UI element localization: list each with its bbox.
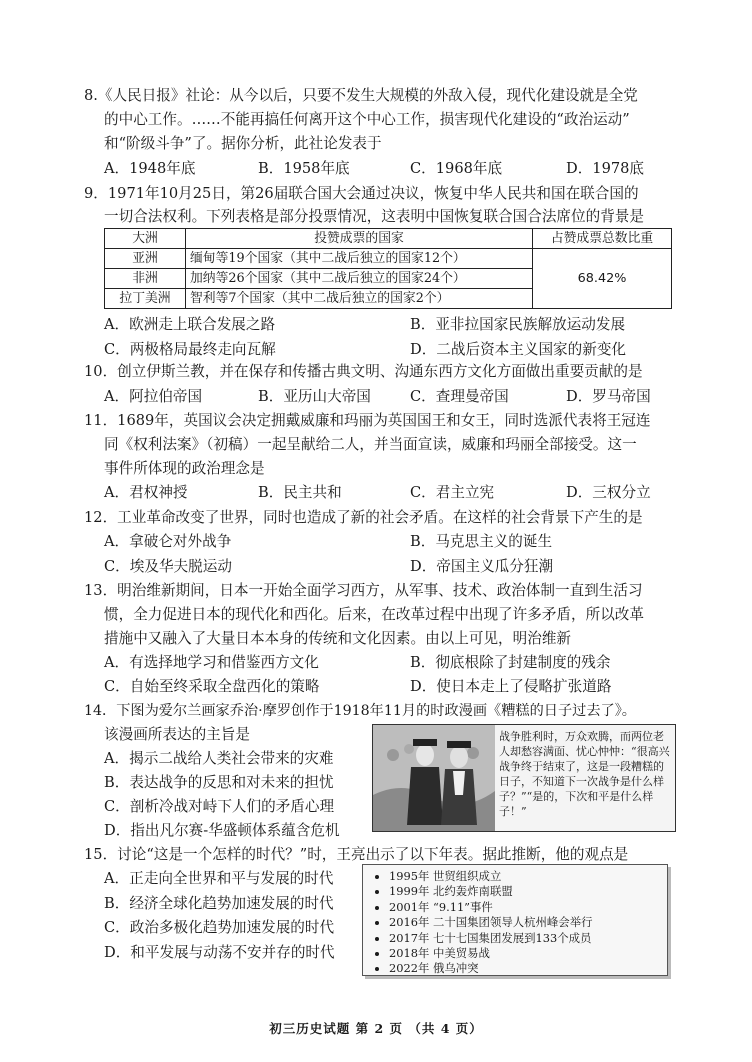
q8-line-3: 和“阶级斗争”了。据你分析，此社论发表于 [104, 135, 382, 152]
share-value: 68.42% [533, 249, 672, 309]
row-countries: 缅甸等19个国家（其中二战后独立的国家12个） [186, 249, 533, 269]
q10-option-b: B．亚历山大帝国 [258, 388, 371, 405]
q11-line-2: 同《权利法案》（初稿）一起呈献给二人，并当面宣读，威廉和玛丽全部接受。这一 [104, 436, 637, 453]
q13-option-d: D．使日本走上了侵略扩张道路 [410, 678, 612, 695]
q14-line-1: 14．下图为爱尔兰画家乔治·摩罗创作于1918年11月的时政漫画《糟糕的日子过去了》。 [84, 703, 636, 719]
list-item: • 1995年 世贸组织成立 [389, 869, 667, 884]
q15-line-1: 15．讨论“这是一个怎样的时代？”时，王亮出示了以下年表。据此推断，他的观点是 [84, 846, 629, 863]
page-footer: 初三历史试题 第 2 页 （共 4 页） [269, 1021, 483, 1036]
q13-line-1: 13．明治维新期间，日本一开始全面学习西方，从军事、技术、政治体制一直到生活习 [84, 582, 643, 599]
q15-option-b: B．经济全球化趋势加速发展的时代 [104, 895, 334, 912]
header-continent: 大洲 [105, 229, 186, 249]
row-countries: 智利等7个国家（其中二战后独立的国家2个） [186, 289, 533, 309]
list-item: • 2018年 中美贸易战 [389, 946, 667, 961]
q10-option-c: C．查理曼帝国 [410, 388, 509, 405]
q10-option-a: A．阿拉伯帝国 [104, 388, 203, 405]
q12-option-a: A．拿破仑对外战争 [104, 533, 232, 550]
q8-line-2: 的中心工作。……不能再搞任何离开这个中心工作，损害现代化建设的“政治运动” [104, 111, 630, 128]
row-continent: 拉丁美洲 [105, 289, 186, 309]
list-item: • 2022年 俄乌冲突 [389, 961, 667, 976]
q14-option-d: D．指出凡尔赛-华盛顿体系蕴含危机 [104, 822, 340, 839]
list-item: • 2001年 “9.11”事件 [389, 900, 667, 915]
q11-option-c: C．君主立宪 [410, 484, 495, 501]
header-share: 占赞成票总数比重 [533, 229, 672, 249]
q12-option-d: D．帝国主义瓜分狂潮 [410, 558, 554, 575]
q10-line-1: 10．创立伊斯兰教，并在保存和传播古典文明、沟通东西方文化方面做出重要贡献的是 [84, 363, 643, 380]
q11-line-1: 11．1689年，英国议会决定拥戴威廉和玛丽为英国国王和女王，同时选派代表将王冠连 [84, 412, 651, 429]
q9-option-c: C．两极格局最终走向瓦解 [104, 341, 276, 358]
list-item: • 2016年 二十国集团领导人杭州峰会举行 [389, 915, 667, 930]
q13-line-2: 惯，全力促进日本的现代化和西化。后来，在改革过程中出现了许多矛盾，所以改革 [104, 606, 644, 623]
q13-option-c: C．自始至终采取全盘西化的策略 [104, 678, 320, 695]
cartoon-caption: 战争胜利时，万众欢腾，而两位老人却愁容满面、忧心忡忡：“很高兴战争终于结束了，这是一段糟糕的日子，不知道下一次战争是什么样子？”“是的，下次和平是什么样子！” [499, 730, 670, 818]
list-item: • 1999年 北约轰炸南联盟 [389, 884, 667, 899]
row-continent: 非洲 [105, 269, 186, 289]
row-countries: 加纳等26个国家（其中二战后独立的国家24个） [186, 269, 533, 289]
q9-option-a: A．欧洲走上联合发展之路 [104, 316, 276, 333]
row-continent: 亚洲 [105, 249, 186, 269]
q9-option-b: B．亚非拉国家民族解放运动发展 [410, 316, 626, 333]
vote-table [104, 228, 672, 309]
timeline-box [362, 864, 668, 976]
q14-option-a: A．揭示二战给人类社会带来的灾难 [104, 750, 334, 767]
q8-option-a: A．1948年底 [104, 160, 196, 177]
q14-line-2: 该漫画所表达的主旨是 [104, 726, 250, 743]
vote-table-header [105, 229, 672, 249]
q15-option-c: C．政治多极化趋势加速发展的时代 [104, 919, 335, 936]
q15-option-d: D．和平发展与动荡不安并存的时代 [104, 944, 335, 961]
cartoon-illustration [373, 725, 495, 831]
q15-option-a: A．正走向全世界和平与发展的时代 [104, 870, 334, 887]
q11-option-a: A．君权神授 [104, 484, 188, 501]
q11-option-d: D．三权分立 [566, 484, 651, 501]
timeline-list [363, 869, 667, 977]
q12-option-b: B．马克思主义的诞生 [410, 533, 553, 550]
list-item: • 2017年 七十七国集团发展到133个成员 [389, 931, 667, 946]
q14-option-c: C．剖析冷战对峙下人们的矛盾心理 [104, 798, 335, 815]
q13-line-3: 措施中又融入了大量日本本身的传统和文化因素。由以上可见，明治维新 [104, 630, 572, 647]
cartoon-figure [372, 724, 676, 832]
q14-option-b: B．表达战争的反思和对未来的担忧 [104, 774, 334, 791]
q8-option-c: C．1968年底 [410, 160, 503, 177]
q8-line-1: 8.《人民日报》社论：从今以后，只要不发生大规模的外敌入侵，现代化建设就是全党 [84, 87, 638, 104]
q12-line-1: 12．工业革命改变了世界，同时也造成了新的社会矛盾。在这样的社会背景下产生的是 [84, 509, 643, 526]
table-row [105, 249, 672, 269]
q13-option-a: A．有选择地学习和借鉴西方文化 [104, 654, 319, 671]
q9-line-2: 一切合法权利。下列表格是部分投票情况，这表明中国恢复联合国合法席位的背景是 [104, 208, 644, 225]
q8-option-d: D．1978底 [566, 160, 645, 177]
header-countries: 投赞成票的国家 [186, 229, 533, 249]
q13-option-b: B．彻底根除了封建制度的残余 [410, 654, 611, 671]
q10-option-d: D．罗马帝国 [566, 388, 651, 405]
q9-option-d: D．二战后资本主义国家的新变化 [410, 341, 627, 358]
q12-option-c: C．埃及华夫脱运动 [104, 558, 232, 575]
q8-option-b: B．1958年底 [258, 160, 350, 177]
q11-line-3: 事件所体现的政治理念是 [104, 460, 265, 477]
q11-option-b: B．民主共和 [258, 484, 342, 501]
q9-line-1: 9．1971年10月25日，第26届联合国大会通过决议，恢复中华人民共和国在联合国的 [84, 185, 639, 202]
